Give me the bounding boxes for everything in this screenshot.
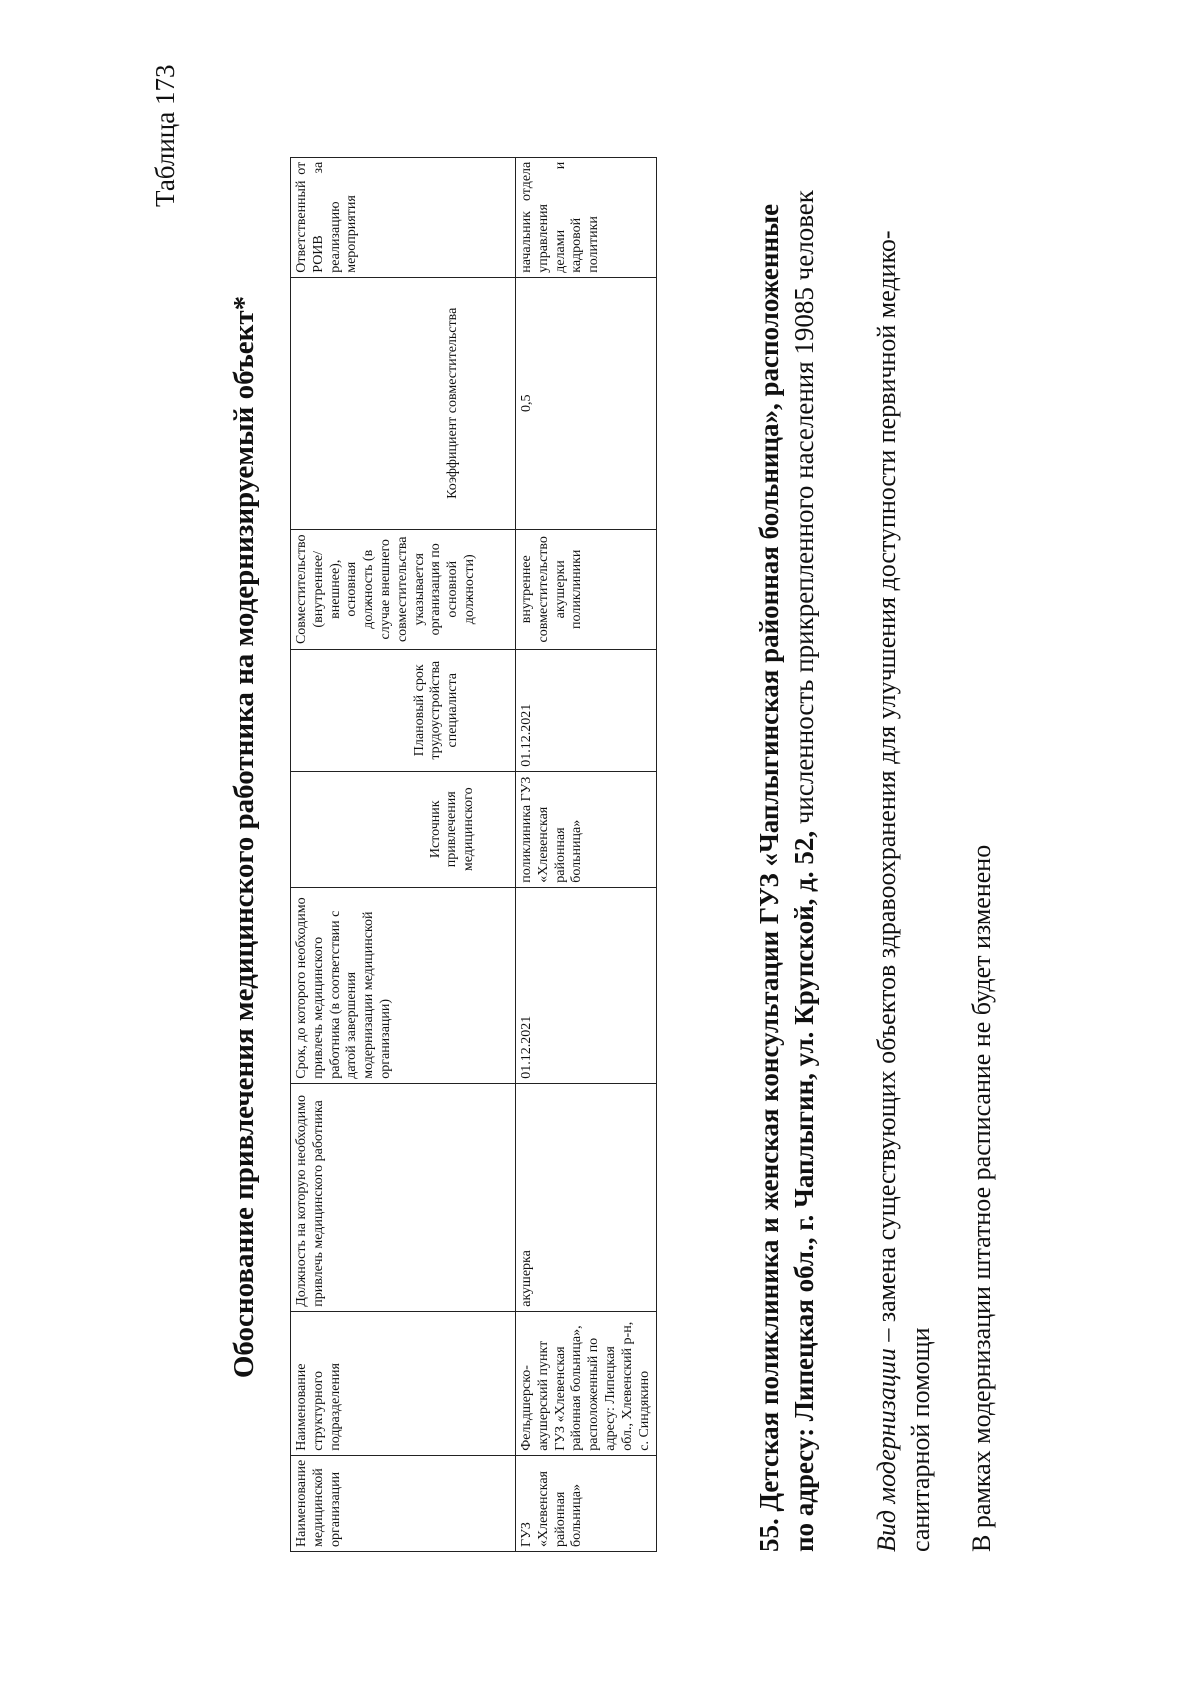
table-cell: внутреннее совместительство акушерки поликлиники (516, 529, 657, 649)
table-cell: начальник отдела управления делами и кадровой политики (516, 157, 657, 277)
table-cell: 0,5 (516, 277, 657, 529)
header-cell: Срок, до которого необходимо привлечь медицинского работника (в соответствии с датой завершения модернизации медицинской организации) (291, 887, 516, 1083)
header-cell: Наименование медицинской организации (291, 1455, 516, 1551)
modernization-type-label: Вид модернизации (872, 1348, 901, 1552)
staffing-table (290, 157, 657, 1552)
table-cell: 01.12.2021 (516, 649, 657, 771)
header-cell: Наименование структурного подразделения (291, 1311, 516, 1455)
section-heading-bold: 55. Детская поликлиника и женская консультации ГУЗ «Чаплыгинская районная больница», расположенные по адресу: Липецкая обл., г. Чаплыгин, ул. Крупской, д. 52, (754, 203, 819, 1552)
table-header-row (291, 157, 516, 1551)
table-cell: 01.12.2021 (516, 887, 657, 1083)
table-cell: ГУЗ «Хлевенская районная больница» (516, 1455, 657, 1551)
section-heading-population: численность прикрепленного населения 19085 человек (788, 190, 819, 831)
table-cell: Фельдшерско-акушерский пункт ГУЗ «Хлевенская районная больница», расположенный по адресу: Липецкая обл., Хлевенский р-н, с. Синдякино (516, 1311, 657, 1455)
modernization-type-text: – замена существующих объектов здравоохранения для улучшения доступности первичной медико-санитарной помощи (872, 230, 935, 1552)
staffing-note: В рамках модернизации штатное расписание не будет изменено (967, 844, 996, 1552)
header-cell: Должность на которую необходимо привлечь медицинского работника (291, 1083, 516, 1311)
table-cell: акушерка (516, 1083, 657, 1311)
modernization-type (870, 172, 938, 1552)
header-cell: Совместительство (внутреннее/внешнее), основная должность (в случае внешнего совместительства указывается организация по основной должности) (291, 529, 516, 649)
header-cell: Источник привлечения медицинского (291, 771, 516, 887)
table-number: Таблица 173 (150, 64, 180, 207)
table-cell: поликлиника ГУЗ «Хлевенская районная больница» (516, 771, 657, 887)
header-cell: Плановый срок трудоустройства специалиста (291, 649, 516, 771)
header-cell: Коэффициент совместительства (291, 277, 516, 529)
table-title: Обоснование привлечения медицинского работника на модернизируемый объект* (228, 295, 260, 1379)
section-heading (752, 172, 821, 1552)
table-row (516, 157, 657, 1551)
header-cell: Ответственный от РОИВ за реализацию мероприятия (291, 157, 516, 277)
